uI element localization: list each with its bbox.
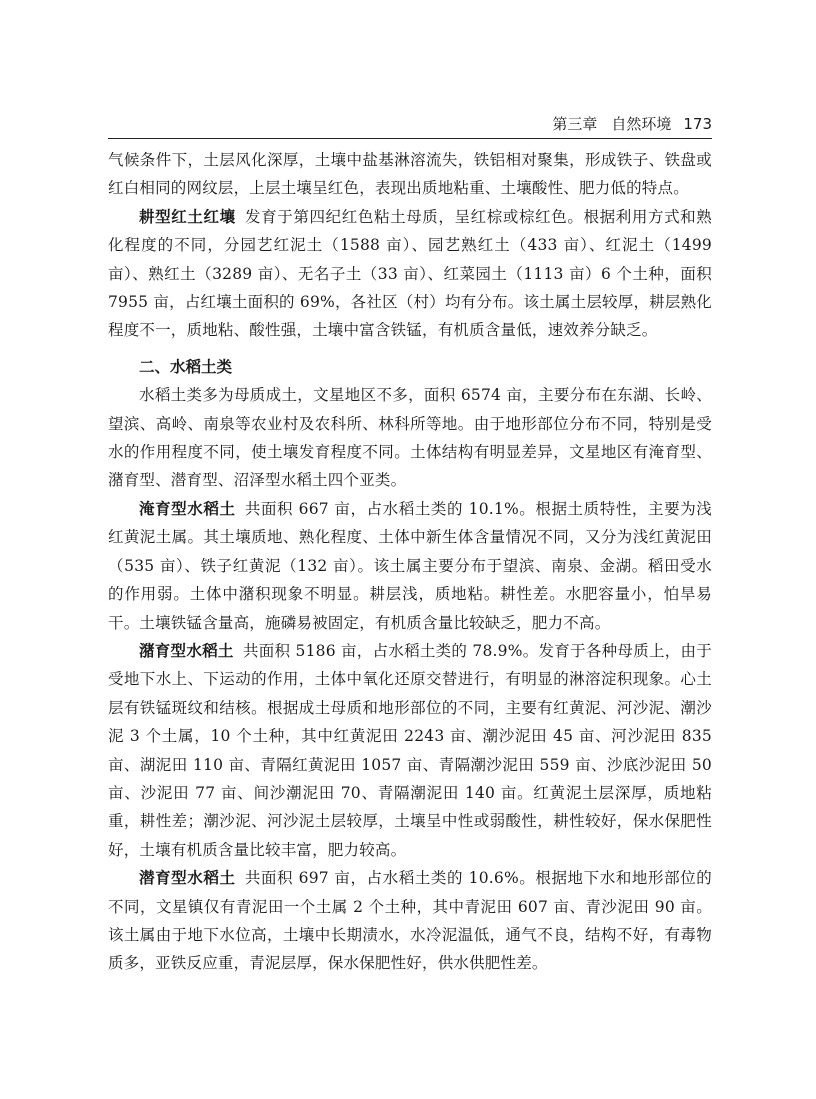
section-heading: 二、水稻土类 — [139, 357, 233, 376]
term-heading: 淹育型水稻土 — [139, 499, 236, 518]
term-heading: 潴育型水稻土 — [139, 641, 234, 660]
chapter-label: 第三章 — [552, 115, 598, 133]
paragraph-text: 共面积 667 亩，占水稻土类的 10.1%。根据土质特性，主要为浅红黄泥土属。其土壤质地、熟化程度、土体中新生体含量情况不同，又分为浅红黄泥田（535 亩）、铁子红黄泥（132 亩）。该土属主要分布于望滨、南泉、金湖。稻田受水的作用弱。土体中潴积现象不明显。耕层浅，质地粘。耕性差。水肥容量小，怕旱易干。土壤铁锰含量高，施磷易被固定，有机质含量比较缺乏，肥力不高。 — [108, 499, 712, 632]
page-number: 173 — [683, 115, 712, 133]
paragraph-gleyed — [108, 864, 712, 978]
paragraph-paddy-intro: 水稻土类多为母质成土，文星地区不多，面积 6574 亩，主要分布在东湖、长岭、望滨、高岭、南泉等农业村及农科所、林科所等地。由于地形部位分布不同，特别是受水的作用程度不同，使土壤发育程度不同。土体结构有明显差异，文星地区有淹育型、潴育型、潜育型、沼泽型水稻土四个亚类。 — [108, 386, 712, 490]
paragraph-hydragric — [108, 637, 712, 864]
paragraph-submergenic — [108, 495, 712, 637]
chapter-title: 自然环境 — [611, 115, 672, 133]
paragraph-text: 共面积 5186 亩，占水稻土类的 78.9%。发育于各种母质上，由于受地下水上、下运动的作用，土体中氧化还原交替进行，有明显的淋溶淀积现象。心土层有铁锰斑纹和结核。根据成土母质和地形部位的不同，主要有红黄泥、河沙泥、潮沙泥 3 个土属，10 个土种，其中红黄泥田 2243 亩、潮沙泥田 45 亩、河沙泥田 835 亩、湖泥田 110 亩、青隔红黄泥田 1057 亩、青隔潮沙泥田 559 亩、沙底沙泥田 50 亩、沙泥田 77 亩、间沙潮泥田 70、青隔潮泥田 140 亩。红黄泥土层深厚，质地粘重，耕性差；潮沙泥、河沙泥土层较厚，土壤呈中性或弱酸性，耕性较好，保水保肥性好，土壤有机质含量比较丰富，肥力较高。 — [108, 641, 713, 859]
paragraph-text: 发育于第四纪红色粘土母质，呈红棕或棕红色。根据利用方式和熟化程度的不同，分园艺红泥土（1588 亩）、园艺熟红土（433 亩）、红泥土（1499 亩）、熟红土（3289 亩）、无名子土（33 亩）、红菜园土（1113 亩）6 个土种，面积 7955 亩，占红壤土面积的 69%，各社区（村）均有分布。该土属土层较厚，耕层熟化程度不一，质地粘、酸性强，土壤中富含铁锰，有机质含量低，速效养分缺乏。 — [108, 207, 713, 340]
paragraph-text: 共面积 697 亩，占水稻土类的 10.6%。根据地下水和地形部位的不同，文星镇仅有青泥田一个土属 2 个土种，其中青泥田 607 亩、青沙泥田 90 亩。该土属由于地下水位高，土壤中长期渍水，水冷泥温低，通气不良，结构不好，有毒物质多，亚铁反应重，青泥层厚，保水保肥性好，供水供肥性差。 — [108, 869, 712, 973]
paragraph-continuation: 气候条件下，土层风化深厚，土壤中盐基淋溶流失，铁铝相对聚集，形成铁子、铁盘或红白相同的网纹层，上层土壤呈红色，表现出质地粘重、土壤酸性、肥力低的特点。 — [108, 151, 712, 198]
paragraph-red-soil — [108, 203, 712, 345]
body-text — [108, 146, 712, 978]
term-heading: 耕型红土红壤 — [139, 207, 236, 226]
term-heading: 潜育型水稻土 — [139, 869, 236, 888]
running-header — [108, 114, 712, 139]
